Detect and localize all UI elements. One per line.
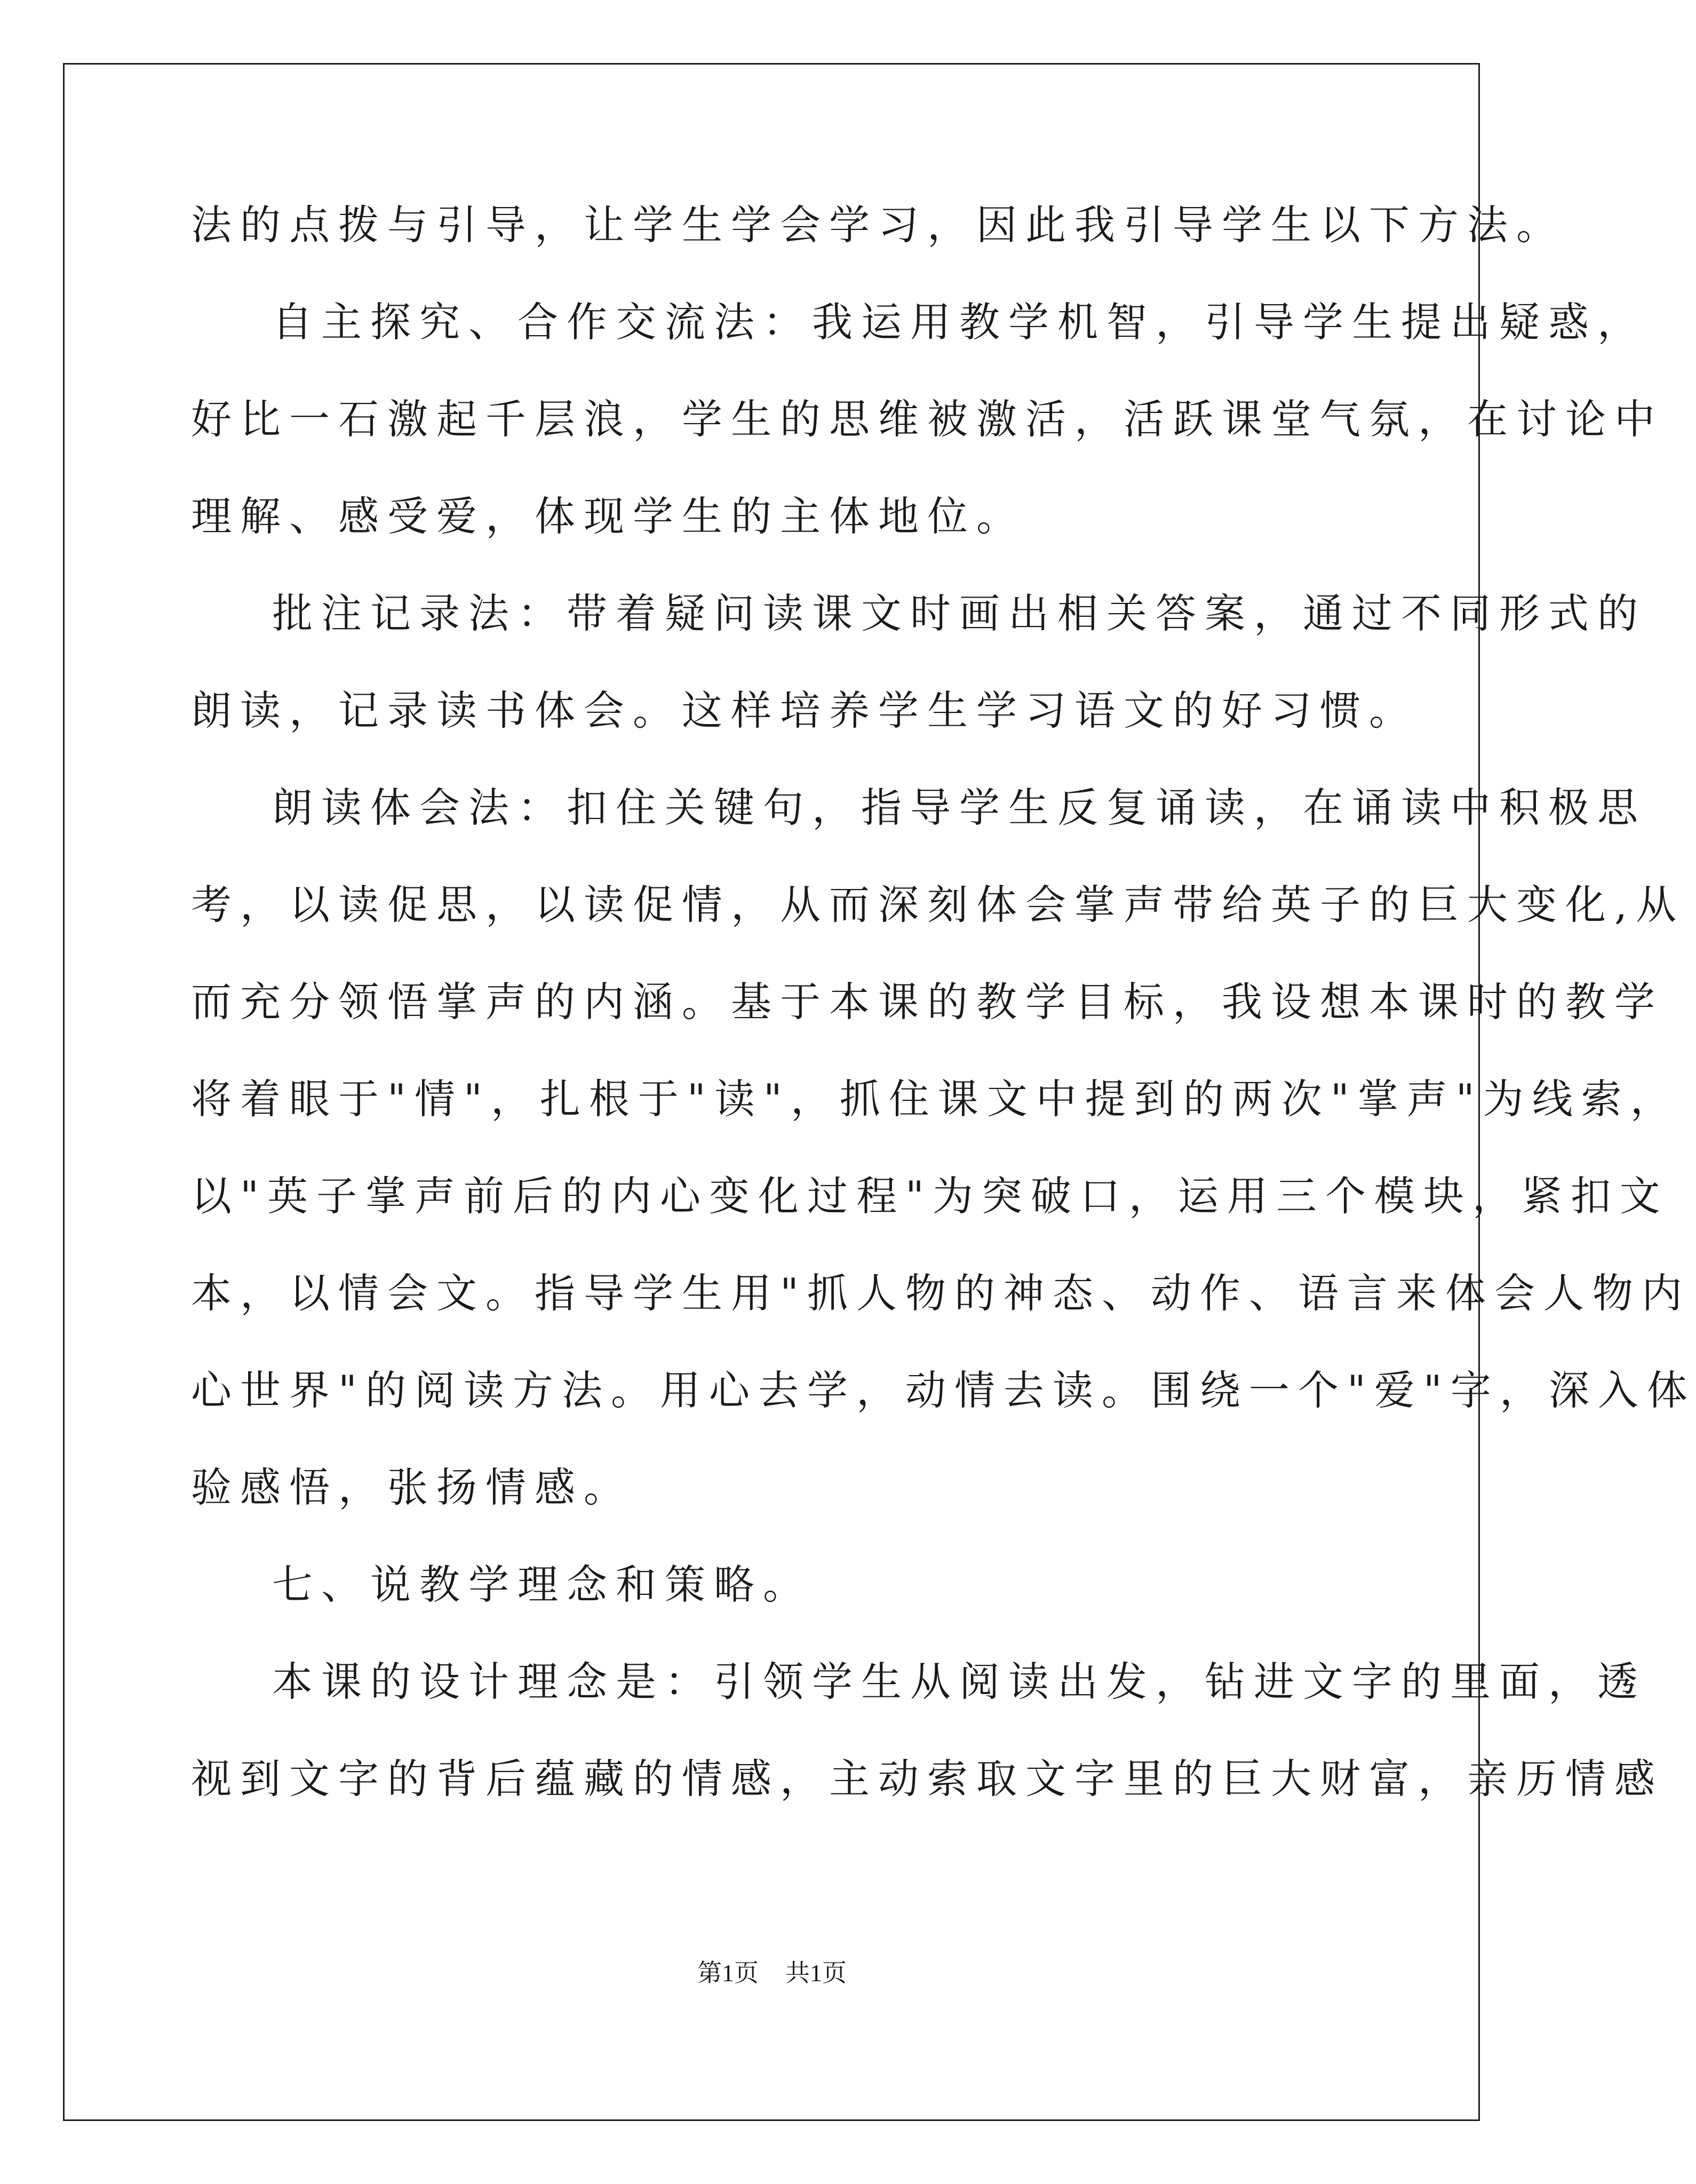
- text-line: 视到文字的背后蕴藏的情感，主动索取文字里的巨大财富，亲历情感: [191, 1755, 1663, 1802]
- page-total-label: 共1页: [785, 1959, 847, 1987]
- text-line: 心世界"的阅读方法。用心去学，动情去读。围绕一个"爱"字，深入体: [191, 1367, 1696, 1414]
- page-footer: [0, 1957, 1544, 1989]
- text-line: 考，以读促思，以读促情，从而深刻体会掌声带给英子的巨大变化,从: [191, 881, 1685, 928]
- text-line: 法的点拨与引导，让学生学会学习，因此我引导学生以下方法。: [191, 201, 1565, 249]
- text-line: 而充分领悟掌声的内涵。基于本课的教学目标，我设想本课时的教学: [191, 978, 1663, 1026]
- text-line: 朗读，记录读书体会。这样培养学生学习语文的好习惯。: [191, 687, 1418, 734]
- text-line: 批注记录法：带着疑问读课文时画出相关答案，通过不同形式的: [272, 590, 1646, 637]
- text-line: 验感悟，张扬情感。: [191, 1464, 633, 1511]
- text-line: 好比一石激起千层浪，学生的思维被激活，活跃课堂气氛，在讨论中: [191, 395, 1663, 443]
- text-line: 将着眼于"情"，扎根于"读"，抓住课文中提到的两次"掌声"为线索，: [191, 1075, 1679, 1123]
- text-line: 朗读体会法：扣住关键句，指导学生反复诵读，在诵读中积极思: [272, 784, 1646, 831]
- page-number-label: 第1页: [697, 1959, 759, 1987]
- text-line: 本课的设计理念是：引领学生从阅读出发，钻进文字的里面，透: [272, 1658, 1646, 1705]
- text-line: 以"英子掌声前后的内心变化过程"为突破口，运用三个模块，紧扣文: [191, 1172, 1669, 1220]
- text-line: 七、说教学理念和策略。: [272, 1561, 812, 1608]
- text-line: 理解、感受爱，体现学生的主体地位。: [191, 493, 1025, 540]
- text-line: 本，以情会文。指导学生用"抓人物的神态、动作、语言来体会人物内: [191, 1269, 1691, 1317]
- document-body: [191, 198, 1696, 1849]
- text-line: 自主探究、合作交流法：我运用教学机智，引导学生提出疑惑，: [272, 298, 1646, 346]
